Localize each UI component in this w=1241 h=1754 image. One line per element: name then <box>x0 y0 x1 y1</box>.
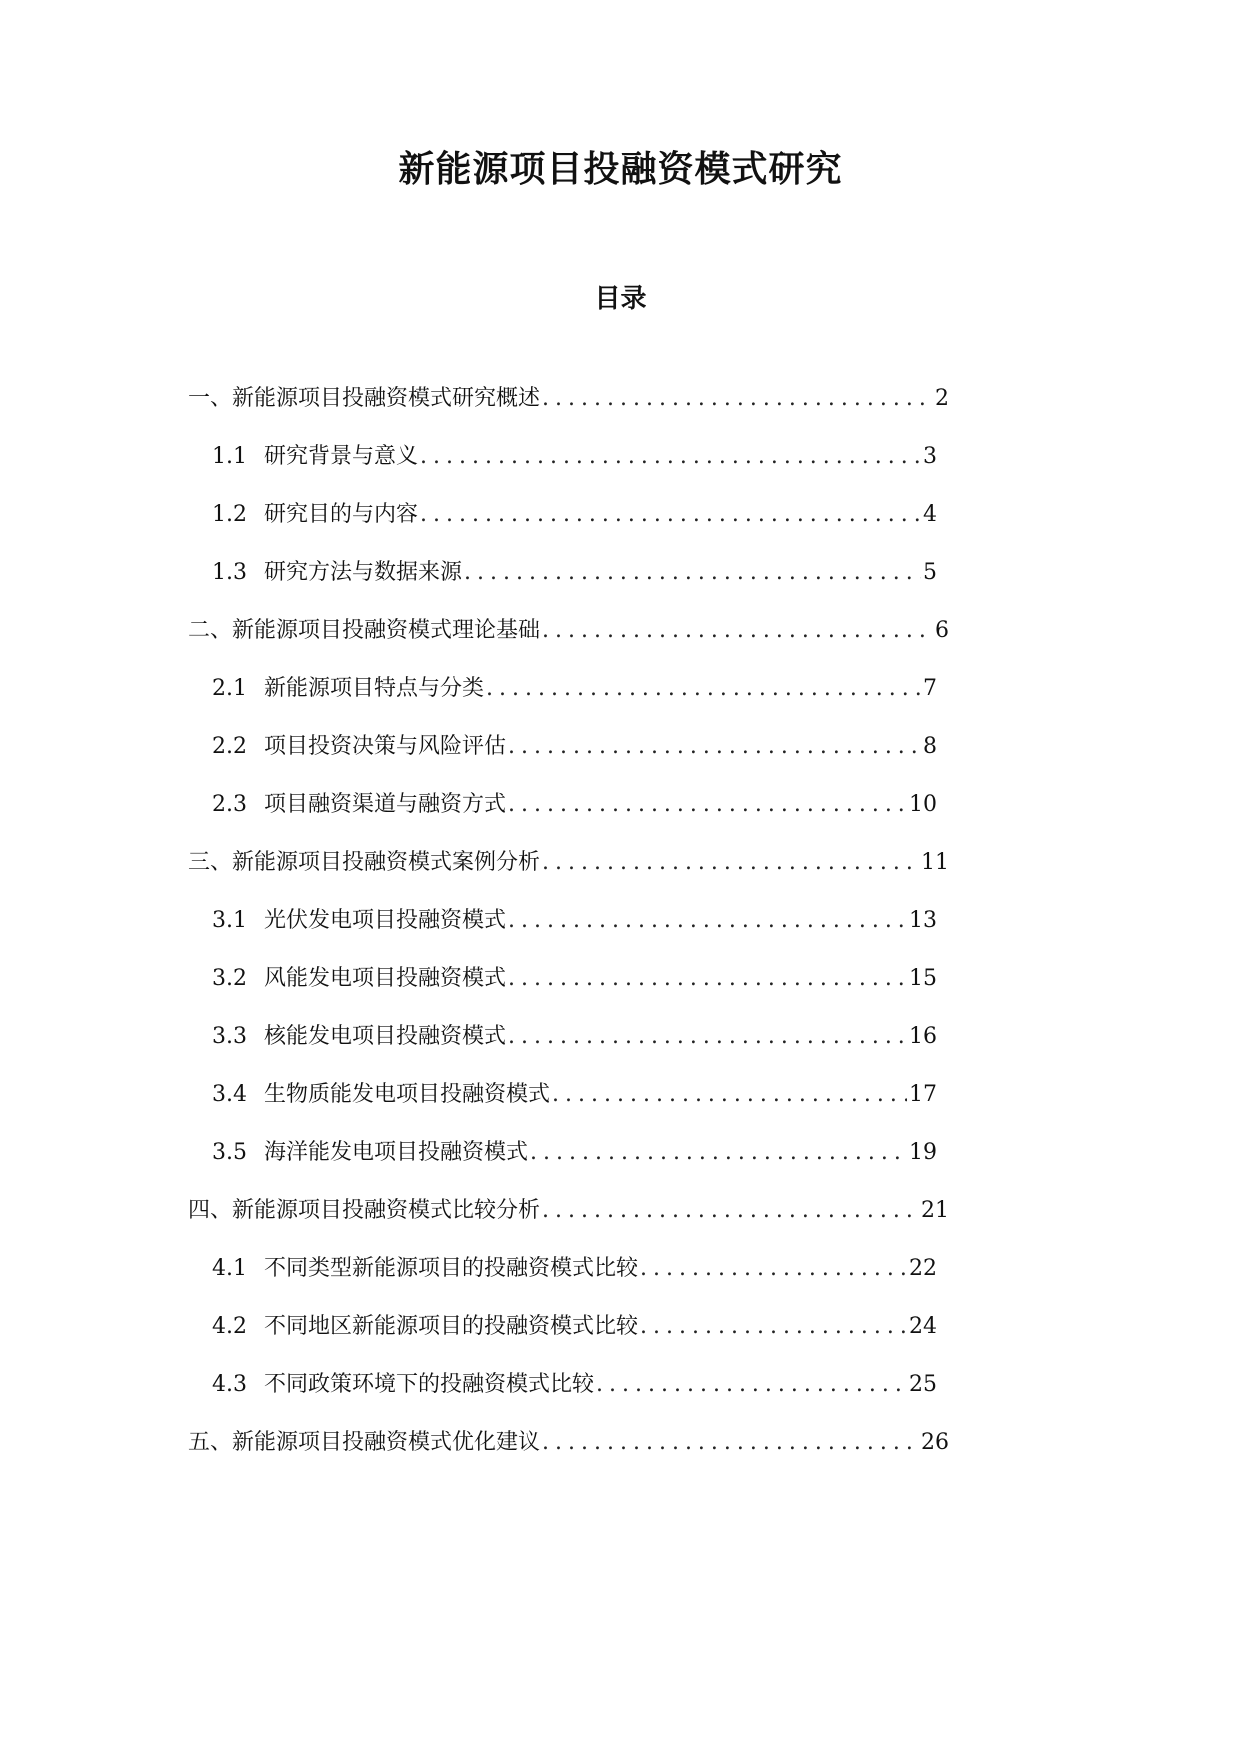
toc-entry[interactable] <box>188 1428 949 1458</box>
toc-entry-title: 海洋能发电项目投融资模式 <box>264 1140 529 1165</box>
toc-entry-number: 3.2 <box>212 966 247 991</box>
toc-entry-page-number: 7 <box>923 676 937 701</box>
toc-dot-leader <box>542 384 933 414</box>
toc-entry[interactable] <box>188 616 949 646</box>
toc-entry-number: 4.2 <box>212 1314 247 1339</box>
toc-entry-page-number: 22 <box>909 1256 937 1281</box>
toc-entry-title: 生物质能发电项目投融资模式 <box>264 1082 551 1107</box>
toc-dot-leader <box>530 1138 907 1168</box>
toc-entry-page-number: 10 <box>909 792 937 817</box>
toc-entry[interactable] <box>212 906 937 936</box>
toc-entry-number: 2.1 <box>212 676 247 701</box>
toc-entry[interactable] <box>212 964 937 994</box>
toc-entry-page-number: 8 <box>923 734 937 759</box>
toc-entry-page-number: 4 <box>923 502 937 527</box>
toc-entry-page-number: 6 <box>935 618 949 643</box>
toc-entry-title: 不同类型新能源项目的投融资模式比较 <box>264 1256 639 1281</box>
toc-dot-leader <box>542 848 919 878</box>
toc-dot-leader <box>508 790 907 820</box>
toc-entry-title: 新能源项目特点与分类 <box>264 676 485 701</box>
toc-dot-leader <box>552 1080 907 1110</box>
toc-dot-leader <box>542 1428 919 1458</box>
toc-entry-page-number: 16 <box>909 1024 937 1049</box>
toc-entry[interactable] <box>188 848 949 878</box>
toc-heading: 目录 <box>594 284 647 314</box>
toc-entry-page-number: 21 <box>921 1198 949 1223</box>
toc-entry-title: 一、新能源项目投融资模式研究概述 <box>188 386 541 411</box>
toc-dot-leader <box>508 732 921 762</box>
toc-entry[interactable] <box>212 1370 937 1400</box>
toc-entry-title: 风能发电项目投融资模式 <box>264 966 507 991</box>
toc-entry-title: 项目融资渠道与融资方式 <box>264 792 507 817</box>
toc-dot-leader <box>542 1196 919 1226</box>
toc-entry-title: 四、新能源项目投融资模式比较分析 <box>188 1198 541 1223</box>
toc-entry-title: 三、新能源项目投融资模式案例分析 <box>188 850 541 875</box>
toc-entry-title: 项目投资决策与风险评估 <box>264 734 507 759</box>
toc-entry-page-number: 3 <box>923 444 937 469</box>
toc-entry-number: 3.5 <box>212 1140 247 1165</box>
toc-entry-title: 研究目的与内容 <box>264 502 419 527</box>
toc-entry-title: 核能发电项目投融资模式 <box>264 1024 507 1049</box>
toc-entry-number: 2.3 <box>212 792 247 817</box>
toc-entry[interactable] <box>188 1196 949 1226</box>
toc-dot-leader <box>508 1022 907 1052</box>
toc-entry-number: 2.2 <box>212 734 247 759</box>
toc-entry-page-number: 11 <box>921 850 949 875</box>
toc-entry[interactable] <box>188 384 949 414</box>
toc-entry-title: 不同地区新能源项目的投融资模式比较 <box>264 1314 639 1339</box>
document-title: 新能源项目投融资模式研究 <box>398 148 843 190</box>
toc-dot-leader <box>486 674 921 704</box>
toc-entry[interactable] <box>212 1080 937 1110</box>
toc-entry-title: 五、新能源项目投融资模式优化建议 <box>188 1430 541 1455</box>
toc-dot-leader <box>420 500 921 530</box>
toc-entry[interactable] <box>212 1312 937 1342</box>
toc-entry-title: 不同政策环境下的投融资模式比较 <box>264 1372 595 1397</box>
toc-entry-number: 1.3 <box>212 560 247 585</box>
toc-entry-page-number: 15 <box>909 966 937 991</box>
toc-entry-page-number: 25 <box>909 1372 937 1397</box>
toc-dot-leader <box>640 1254 907 1284</box>
toc-entry[interactable] <box>212 1138 937 1168</box>
toc-entry[interactable] <box>212 1254 937 1284</box>
toc-entry-number: 3.3 <box>212 1024 247 1049</box>
toc-entry-title: 研究背景与意义 <box>264 444 419 469</box>
toc-entry-page-number: 19 <box>909 1140 937 1165</box>
toc-entry[interactable] <box>212 558 937 588</box>
toc-entry-title: 二、新能源项目投融资模式理论基础 <box>188 618 541 643</box>
toc-entry-page-number: 24 <box>909 1314 937 1339</box>
toc-entry-title: 研究方法与数据来源 <box>264 560 463 585</box>
toc-entry-number: 1.2 <box>212 502 247 527</box>
toc-entry-number: 3.1 <box>212 908 247 933</box>
toc-dot-leader <box>420 442 921 472</box>
toc-entry-page-number: 13 <box>909 908 937 933</box>
toc-entry[interactable] <box>212 442 937 472</box>
toc-dot-leader <box>508 964 907 994</box>
toc-entry-page-number: 17 <box>909 1082 937 1107</box>
toc-entry[interactable] <box>212 790 937 820</box>
toc-entry-number: 4.1 <box>212 1256 247 1281</box>
toc-entry[interactable] <box>212 1022 937 1052</box>
toc-entry-number: 4.3 <box>212 1372 247 1397</box>
toc-entry[interactable] <box>212 674 937 704</box>
toc-dot-leader <box>640 1312 907 1342</box>
toc-entry-number: 3.4 <box>212 1082 247 1107</box>
toc-entry-page-number: 5 <box>923 560 937 585</box>
toc-entry-number: 1.1 <box>212 444 247 469</box>
toc-entry-page-number: 2 <box>935 386 949 411</box>
toc-dot-leader <box>508 906 907 936</box>
toc-entry[interactable] <box>212 732 937 762</box>
toc-dot-leader <box>542 616 933 646</box>
toc-dot-leader <box>464 558 921 588</box>
toc-entry-page-number: 26 <box>921 1430 949 1455</box>
toc-entry[interactable] <box>212 500 937 530</box>
toc-dot-leader <box>596 1370 907 1400</box>
toc-entry-title: 光伏发电项目投融资模式 <box>264 908 507 933</box>
